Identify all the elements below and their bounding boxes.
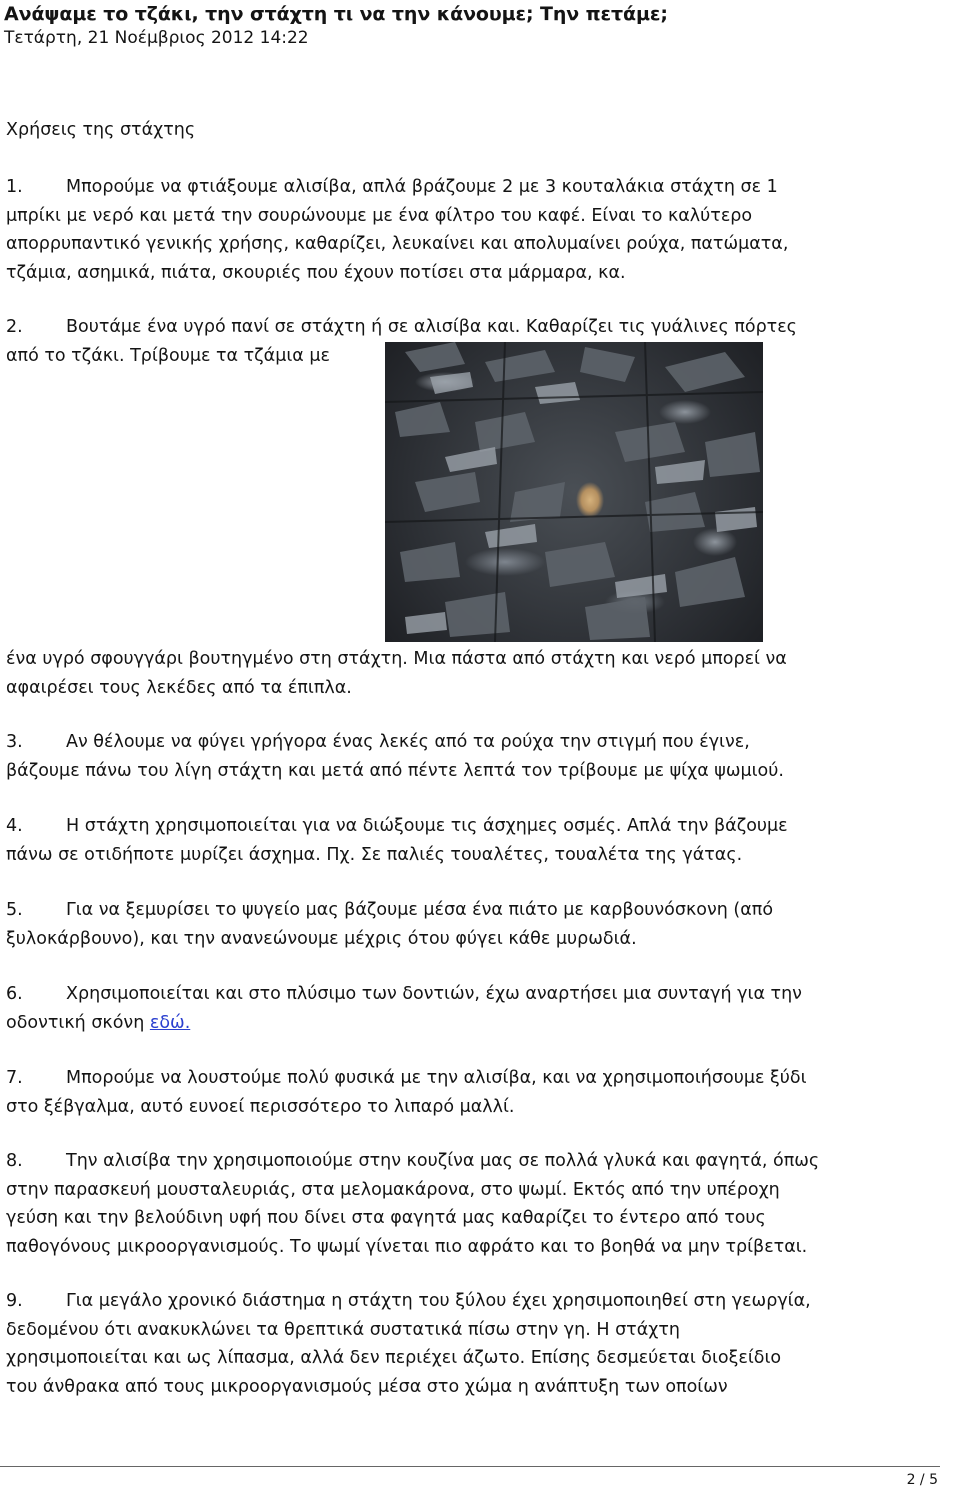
page-date: Τετάρτη, 21 Νοέμβριος 2012 14:22: [4, 28, 309, 48]
ash-photo: [385, 342, 763, 642]
item-number: 8.: [6, 1151, 23, 1171]
list-item-2-continued: ένα υγρό σφουγγάρι βουτηγμένο στη στάχτη. Μια πάστα από στάχτη και νερό μπορεί να αφαιρέσει τους λεκέδες από τα έπιπλα.: [6, 649, 787, 698]
item-number: 7.: [6, 1068, 23, 1088]
item-number: 4.: [6, 816, 23, 836]
list-item-1: 1. Μπορούμε να φτιάξουμε αλισίβα, απλά βράζουμε 2 με 3 κουταλάκια στάχτη σε 1 μπρίκι με νερό και μετά την σουρώνουμε με ένα φίλτρο του καφέ. Είναι το καλύτερο απορρυπαντικό γενικής χρήσης, καθαρίζει, λευκαίνει και απολυμαίνει ρούχα, πατώματα, τζάμια, ασημικά, πιάτα, σκουριές που έχουν ποτίσει στα μάρμαρα, κα.: [6, 173, 946, 287]
page-header: [4, 2, 668, 50]
list-item-7: 7. Μπορούμε να λουστούμε πολύ φυσικά με την αλισίβα, και να χρησιμοποιήσουμε ξύδι στο ξέβγαλμα, αυτό ευνοεί περισσότερο το λιπαρό μαλλί.: [6, 1064, 946, 1121]
item-number: 1.: [6, 177, 23, 197]
list-item-8: 8. Την αλισίβα την χρησιμοποιούμε στην κουζίνα μας σε πολλά γλυκά και φαγητά, όπως στην παρασκευή μουσταλευριάς, στα μελομακάρονα, στο ψωμί. Εκτός από την υπέροχη γεύση και την βελούδινη υφή που δίνει στα φαγητά μας καθαρίζει το έντερο από τους παθογόνους μικροοργανισμούς. Το ψωμί γίνεται πιο αφράτο και το βοηθά να μην τρίβεται.: [6, 1147, 946, 1261]
ash-texture: [385, 342, 763, 642]
page-title: Ανάψαμε το τζάκι, την στάχτη τι να την κάνουμε; Την πετάμε;: [4, 3, 668, 25]
section-title: Χρήσεις της στάχτης: [6, 120, 196, 140]
page-number: 2 / 5: [906, 1472, 938, 1488]
item-number: 6.: [6, 984, 23, 1004]
footer-divider: [0, 1466, 940, 1467]
list-item-6: 6. Χρησιμοποιείται και στο πλύσιμο των δοντιών, έχω αναρτήσει μια συνταγή για την οδοντική σκόνη εδώ.: [6, 980, 946, 1037]
list-item-3: 3. Αν θέλουμε να φύγει γρήγορα ένας λεκές από τα ρούχα την στιγμή που έγινε, βάζουμε πάνω του λίγη στάχτη και μετά από πέντε λεπτά τον τρίβουμε με ψίχα ψωμιού.: [6, 728, 946, 785]
item-number: 2.: [6, 317, 23, 337]
list-item-5: 5. Για να ξεμυρίσει το ψυγείο μας βάζουμε μέσα ένα πιάτο με καρβουνόσκονη (από ξυλοκάρβουνο), και την ανανεώνουμε μέχρις ότου φύγει κάθε μυρωδιά.: [6, 896, 946, 953]
list-item-2: 2. Βουτάμε ένα υγρό πανί σε στάχτη ή σε αλισίβα και. Καθαρίζει τις γυάλινες πόρτες από το τζάκι. Τρίβουμε τα τζάμια με: [6, 313, 946, 370]
recipe-link[interactable]: εδώ.: [149, 1012, 191, 1033]
list-item-9: 9. Για μεγάλο χρονικό διάστημα η στάχτη του ξύλου έχει χρησιμοποιηθεί στη γεωργία, δεδομένου ότι ανακυκλώνει τα θρεπτικά συστατικά πίσω στην γη. Η στάχτη χρησιμοποιείται και ως λίπασμα, αλλά δεν περιέχει άζωτο. Επίσης δεσμεύεται διοξείδιο του άνθρακα από τους μικροοργανισμούς μέσα στο χώμα η ανάπτυξη των οποίων: [6, 1287, 946, 1401]
item-number: 9.: [6, 1291, 23, 1311]
item-number: 5.: [6, 900, 23, 920]
list-item-4: 4. Η στάχτη χρησιμοποιείται για να διώξουμε τις άσχημες οσμές. Απλά την βάζουμε πάνω σε οτιδήποτε μυρίζει άσχημα. Πχ. Σε παλιές τουαλέτες, τουαλέτα της γάτας.: [6, 812, 946, 869]
item-number: 3.: [6, 732, 23, 752]
